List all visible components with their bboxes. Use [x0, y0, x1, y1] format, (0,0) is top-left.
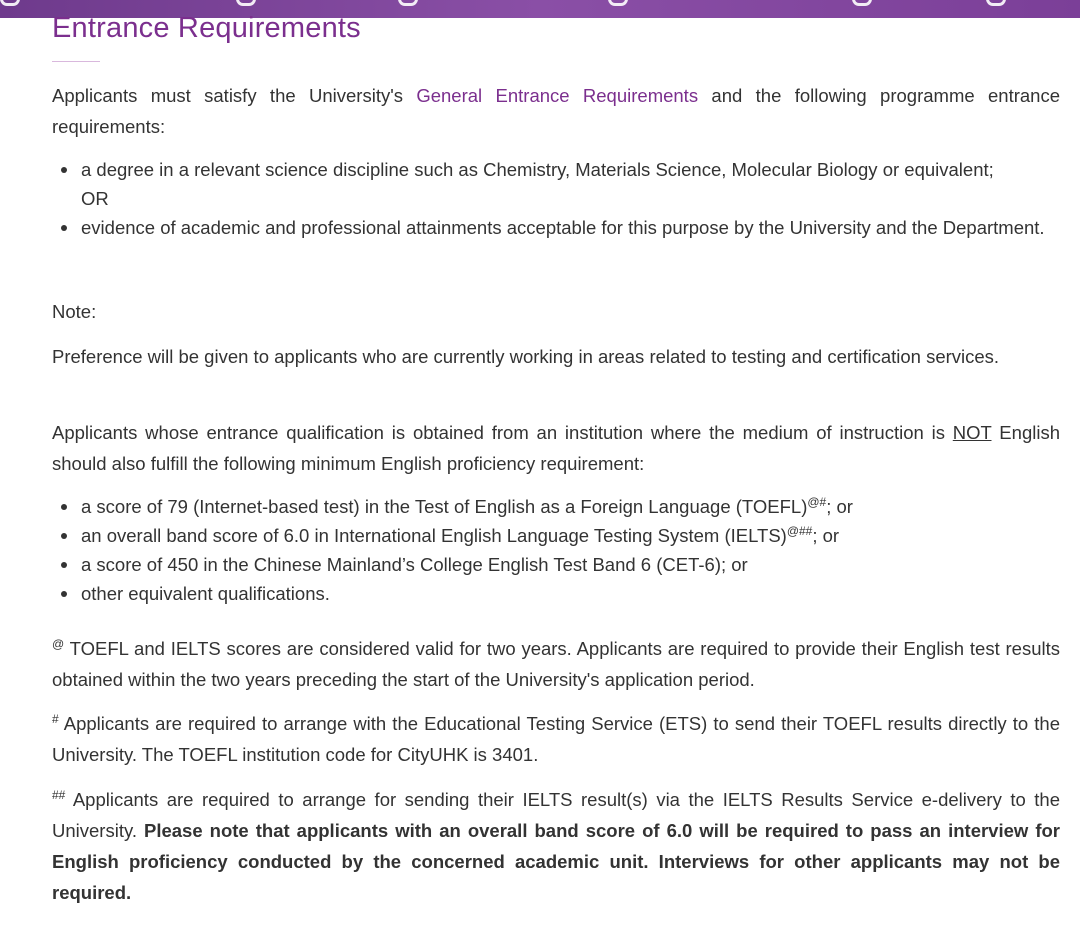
- english-requirement-paragraph: [52, 417, 1060, 479]
- footnote-marker: @#: [807, 494, 827, 509]
- requirement-text: evidence of academic and professional attainments acceptable for this purpose by the University and the Department.: [81, 217, 1045, 238]
- footnote-mark: #: [52, 711, 59, 726]
- requirements-list: [52, 155, 1060, 242]
- english-req-text: a score of 450 in the Chinese Mainland’s College English Test Band 6 (CET-6); or: [81, 554, 748, 575]
- requirement-or: OR: [81, 188, 109, 209]
- header-fragment: [608, 0, 628, 6]
- preference-paragraph: Preference will be given to applicants who are currently working in areas related to testing and certification services.: [52, 346, 1000, 367]
- english-req-tail: ; or: [812, 525, 840, 546]
- title-divider: [52, 61, 100, 62]
- footnote-text: Applicants are required to arrange for sending their IELTS result(s) via the IELTS Results Service e-delivery to the University.: [52, 789, 1060, 841]
- requirement-text: a degree in a relevant science discipline such as Chemistry, Materials Science, Molecular Biology or equivalent;: [81, 159, 994, 180]
- english-text-before: Applicants whose entrance qualification is obtained from an institution where the medium of instruction is: [52, 422, 953, 443]
- intro-paragraph: [52, 80, 1060, 142]
- section-title: Entrance Requirements: [52, 12, 361, 44]
- list-item: [52, 521, 1060, 550]
- footnote-at: [52, 633, 1060, 695]
- intro-text-after: and the following programme entrance requirements:: [52, 85, 1060, 137]
- list-item: [52, 492, 1060, 521]
- list-item: [52, 550, 1060, 579]
- footnote-mark: ##: [52, 787, 66, 802]
- footnote-marker: @##: [786, 523, 813, 538]
- footnote-mark: @: [52, 636, 65, 651]
- header-fragment: [0, 0, 20, 6]
- list-item: [52, 155, 1060, 213]
- english-req-text: an overall band score of 6.0 in International English Language Testing System (IELTS): [81, 525, 787, 546]
- general-entrance-requirements-link[interactable]: General Entrance Requirements: [416, 85, 699, 106]
- header-fragment: [852, 0, 872, 6]
- not-emphasis: NOT: [952, 422, 992, 443]
- english-req-text: a score of 79 (Internet-based test) in the Test of English as a Foreign Language (TOEFL): [81, 496, 808, 517]
- footnote-hash: [52, 708, 1060, 770]
- english-req-tail: ; or: [826, 496, 853, 517]
- list-item: [52, 213, 1060, 242]
- header-fragment: [398, 0, 418, 6]
- english-req-text: other equivalent qualifications.: [81, 583, 330, 604]
- interview-notice: Please note that applicants with an overall band score of 6.0 will be required to pass an interview for English proficiency conducted by the concerned academic unit. Interviews for other applicants may not be required.: [52, 820, 1060, 903]
- list-item: [52, 579, 1060, 608]
- intro-text-before: Applicants must satisfy the University's: [52, 85, 417, 106]
- footnote-text: Applicants are required to arrange with the Educational Testing Service (ETS) to send their TOEFL results directly to the University. The TOEFL institution code for CityUHK is 3401.: [52, 713, 1060, 765]
- english-requirements-list: [52, 492, 1060, 608]
- footnote-double-hash: [52, 784, 1060, 908]
- header-fragment: [986, 0, 1006, 6]
- header-bar-text-fragments: [0, 0, 1080, 9]
- note-label: Note:: [52, 301, 97, 322]
- footnote-text: TOEFL and IELTS scores are considered valid for two years. Applicants are required to provide their English test results obtained within the two years preceding the start of the University's application period.: [52, 638, 1060, 690]
- english-text-after: English should also fulfill the following minimum English proficiency requirement:: [52, 422, 1060, 474]
- header-fragment: [236, 0, 256, 6]
